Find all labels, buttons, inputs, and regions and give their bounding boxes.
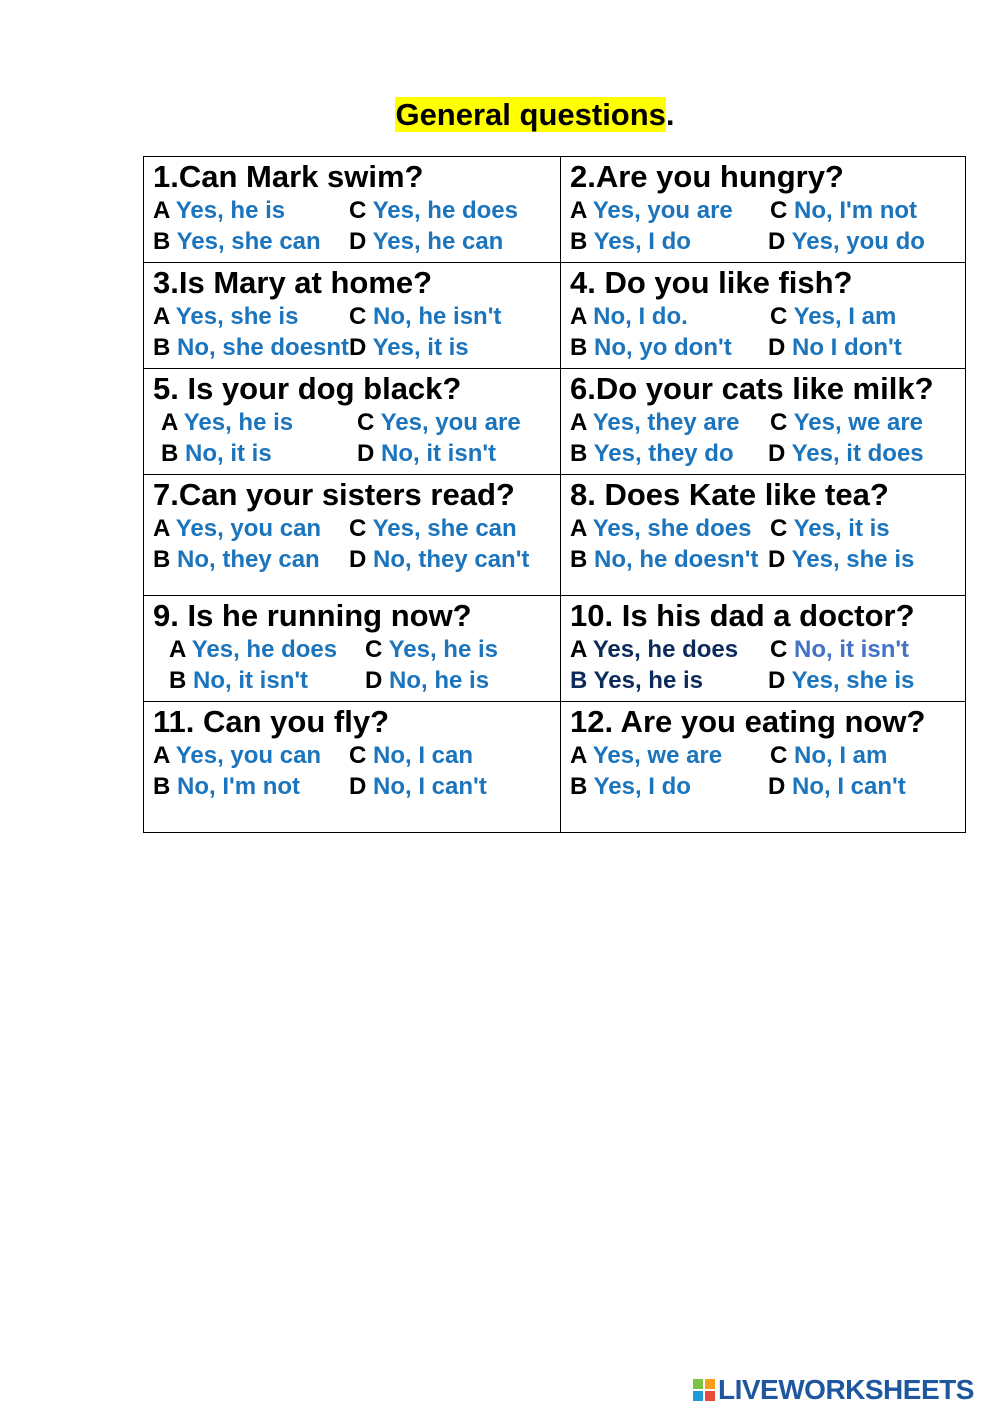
answer-option-a[interactable]: [570, 301, 688, 332]
option-letter: A: [169, 636, 186, 663]
option-letter: D: [365, 667, 383, 694]
answer-option-a[interactable]: [153, 301, 298, 332]
option-letter: D: [768, 667, 786, 694]
answer-line: [153, 771, 560, 802]
answer-option-b[interactable]: [161, 438, 272, 469]
answer-option-a[interactable]: [153, 513, 321, 544]
question-text: 9. Is he running now?: [153, 598, 472, 633]
answer-option-b[interactable]: [570, 226, 691, 257]
option-letter: A: [161, 409, 178, 436]
option-answer: No, he isn't: [373, 303, 502, 330]
answer-option-c[interactable]: [770, 634, 909, 665]
answer-option-b[interactable]: [153, 544, 320, 575]
option-letter: C: [349, 197, 367, 224]
answer-option-a[interactable]: [570, 634, 738, 665]
option-letter: C: [349, 742, 367, 769]
question-text: 5. Is your dog black?: [153, 371, 462, 406]
answer-option-d[interactable]: [349, 332, 469, 363]
answer-option-c[interactable]: [770, 740, 887, 771]
question-row: [144, 596, 966, 702]
option-answer: No, they can: [177, 546, 320, 573]
answer-line: [153, 740, 560, 771]
answer-line: [570, 513, 965, 544]
option-answer: No, it is: [185, 440, 272, 467]
answer-option-c[interactable]: [770, 301, 896, 332]
question-text: 3.Is Mary at home?: [153, 265, 433, 300]
answer-option-c[interactable]: [770, 407, 923, 438]
option-answer: Yes, it is: [372, 334, 469, 361]
answer-line: [570, 544, 965, 575]
option-letter: D: [768, 773, 786, 800]
answer-option-a[interactable]: [570, 195, 733, 226]
option-answer: Yes, they do: [593, 440, 734, 467]
option-answer: Yes, he is: [183, 409, 294, 436]
question-cell: [144, 263, 561, 369]
option-answer: Yes, we are: [793, 409, 924, 436]
answer-option-b[interactable]: [169, 665, 308, 696]
option-letter: D: [768, 546, 786, 573]
option-letter: C: [349, 303, 367, 330]
question-cell: [561, 263, 966, 369]
question-text: 10. Is his dad a doctor?: [570, 598, 915, 633]
option-letter: C: [349, 515, 367, 542]
answer-option-c[interactable]: [365, 634, 498, 665]
question-text: 4. Do you like fish?: [570, 265, 853, 300]
option-answer: Yes, he is: [388, 636, 498, 663]
answer-option-d[interactable]: [768, 665, 914, 696]
answer-option-c[interactable]: [349, 301, 501, 332]
answer-option-a[interactable]: [570, 513, 751, 544]
answer-option-c[interactable]: [770, 195, 917, 226]
liveworksheets-logo-icon: [692, 1378, 716, 1402]
question-cell: [144, 475, 561, 596]
answer-option-a[interactable]: [153, 195, 285, 226]
answer-line: [570, 407, 965, 438]
answer-line: [153, 544, 560, 575]
liveworksheets-logo: [692, 1374, 974, 1406]
question-text: 12. Are you eating now?: [570, 704, 926, 739]
option-letter: B: [161, 440, 179, 467]
answer-option-b[interactable]: [570, 438, 734, 469]
answer-option-d[interactable]: [349, 771, 487, 802]
option-answer: No I don't: [792, 334, 902, 361]
answer-line: [570, 195, 965, 226]
question-cell: [144, 369, 561, 475]
option-letter: A: [153, 515, 170, 542]
answer-option-b[interactable]: [153, 332, 349, 363]
answer-option-d[interactable]: [768, 226, 925, 257]
option-answer: Yes, you can: [175, 742, 322, 769]
answer-option-a[interactable]: [153, 740, 321, 771]
answer-line: [153, 665, 560, 696]
option-letter: C: [770, 636, 788, 663]
option-answer: Yes, I am: [793, 303, 897, 330]
option-letter: A: [153, 742, 170, 769]
question-cell: [144, 702, 561, 833]
option-letter: B: [570, 334, 588, 361]
option-letter: C: [770, 742, 788, 769]
option-answer: Yes, I do: [593, 228, 691, 255]
option-answer: Yes, you are: [380, 409, 521, 436]
option-answer: Yes, we are: [592, 742, 723, 769]
option-letter: B: [153, 773, 171, 800]
option-answer: Yes, he does: [372, 197, 518, 224]
option-letter: D: [768, 440, 786, 467]
answer-option-a[interactable]: [570, 740, 722, 771]
answer-option-a[interactable]: [161, 407, 293, 438]
option-letter: C: [365, 636, 383, 663]
option-letter: A: [153, 197, 170, 224]
answer-option-d[interactable]: [768, 544, 914, 575]
option-answer: No, it isn't: [193, 667, 309, 694]
option-letter: D: [349, 334, 367, 361]
option-letter: C: [770, 515, 788, 542]
answer-line: [153, 513, 560, 544]
answer-option-d[interactable]: [768, 438, 924, 469]
answer-line: [570, 301, 965, 332]
option-answer: No, I can't: [373, 773, 487, 800]
answer-line: [153, 301, 560, 332]
option-answer: No, I'm not: [794, 197, 918, 224]
option-letter: B: [570, 773, 588, 800]
option-answer: No, he doesn't: [594, 546, 759, 573]
option-answer: No, I do.: [593, 303, 688, 330]
option-answer: Yes, it does: [791, 440, 924, 467]
answer-line: [153, 332, 560, 363]
answer-line: [570, 665, 965, 696]
option-letter: D: [349, 228, 367, 255]
option-answer: Yes, he is: [593, 667, 703, 694]
question-text: 7.Can your sisters read?: [153, 477, 515, 512]
option-answer: Yes, she can: [372, 515, 517, 542]
option-answer: No, they can't: [373, 546, 530, 573]
title-highlight: General questions: [395, 97, 666, 132]
answer-option-d[interactable]: [768, 771, 906, 802]
answer-option-b[interactable]: [153, 771, 300, 802]
answer-line: [570, 226, 965, 257]
option-letter: B: [570, 440, 588, 467]
answer-option-c[interactable]: [349, 740, 473, 771]
question-text: 6.Do your cats like milk?: [570, 371, 934, 406]
page-title: [0, 95, 1000, 135]
option-answer: No, it isn't: [794, 636, 910, 663]
option-answer: Yes, she is: [175, 303, 299, 330]
option-answer: No, I'm not: [177, 773, 301, 800]
option-letter: D: [349, 546, 367, 573]
option-answer: Yes, they are: [592, 409, 740, 436]
option-letter: A: [570, 742, 587, 769]
answer-line: [153, 634, 560, 665]
answer-line: [153, 438, 560, 469]
option-letter: D: [768, 228, 786, 255]
option-answer: Yes, I do: [593, 773, 691, 800]
option-letter: B: [169, 667, 187, 694]
question-row: [144, 475, 966, 596]
answer-option-d[interactable]: [768, 332, 902, 363]
option-letter: B: [570, 667, 588, 694]
answer-option-b[interactable]: [570, 544, 758, 575]
answer-option-c[interactable]: [349, 195, 518, 226]
answer-option-c[interactable]: [357, 407, 521, 438]
question-text: 2.Are you hungry?: [570, 159, 844, 194]
answer-line: [570, 634, 965, 665]
question-row: [144, 157, 966, 263]
option-answer: No, he is: [389, 667, 490, 694]
answer-option-a[interactable]: [169, 634, 337, 665]
option-answer: Yes, you do: [791, 228, 925, 255]
logo-text: LIVEWORKSHEETS: [718, 1374, 974, 1405]
option-letter: A: [570, 409, 587, 436]
answer-option-d[interactable]: [365, 665, 489, 696]
answer-option-b[interactable]: [153, 226, 321, 257]
answer-option-d[interactable]: [357, 438, 496, 469]
option-letter: A: [570, 636, 587, 663]
answer-option-c[interactable]: [770, 513, 890, 544]
option-answer: Yes, she is: [791, 546, 915, 573]
option-answer: No, I am: [794, 742, 888, 769]
question-row: [144, 369, 966, 475]
option-letter: C: [770, 409, 788, 436]
option-letter: A: [570, 515, 587, 542]
answer-line: [153, 226, 560, 257]
answer-line: [153, 195, 560, 226]
option-letter: A: [153, 303, 170, 330]
answer-option-d[interactable]: [349, 544, 529, 575]
question-text: 1.Can Mark swim?: [153, 159, 424, 194]
option-letter: A: [570, 197, 587, 224]
question-cell: [561, 596, 966, 702]
question-cell: [144, 596, 561, 702]
option-answer: No, I can't: [792, 773, 906, 800]
question-row: [144, 702, 966, 833]
answer-line: [570, 438, 965, 469]
option-answer: Yes, she can: [176, 228, 321, 255]
option-letter: B: [153, 228, 171, 255]
answer-option-d[interactable]: [349, 226, 503, 257]
answer-option-b[interactable]: [570, 332, 732, 363]
option-answer: Yes, he can: [372, 228, 504, 255]
option-answer: No, she doesnt: [177, 334, 350, 361]
question-cell: [561, 157, 966, 263]
question-cell: [561, 369, 966, 475]
option-letter: B: [153, 546, 171, 573]
option-answer: Yes, he does: [592, 636, 739, 663]
option-answer: No, I can: [373, 742, 474, 769]
title-punctuation: .: [665, 97, 675, 132]
option-letter: D: [357, 440, 375, 467]
option-answer: Yes, it is: [793, 515, 890, 542]
questions-table: [143, 156, 966, 833]
question-text: 8. Does Kate like tea?: [570, 477, 889, 512]
question-cell: [144, 157, 561, 263]
option-answer: Yes, you can: [175, 515, 322, 542]
answer-option-c[interactable]: [349, 513, 517, 544]
option-letter: D: [768, 334, 786, 361]
option-letter: D: [349, 773, 367, 800]
option-letter: B: [570, 228, 588, 255]
question-text: 11. Can you fly?: [153, 704, 390, 739]
answer-line: [570, 332, 965, 363]
answer-option-a[interactable]: [570, 407, 739, 438]
question-row: [144, 263, 966, 369]
option-answer: Yes, he is: [175, 197, 286, 224]
option-letter: C: [357, 409, 375, 436]
option-answer: No, it isn't: [381, 440, 497, 467]
option-answer: Yes, she does: [592, 515, 752, 542]
option-letter: C: [770, 197, 788, 224]
option-answer: Yes, he does: [191, 636, 338, 663]
answer-option-b[interactable]: [570, 665, 703, 696]
option-letter: B: [570, 546, 588, 573]
option-answer: No, yo don't: [594, 334, 732, 361]
option-letter: A: [570, 303, 587, 330]
option-answer: Yes, you are: [592, 197, 733, 224]
answer-line: [153, 407, 560, 438]
option-letter: C: [770, 303, 788, 330]
question-cell: [561, 475, 966, 596]
option-letter: B: [153, 334, 171, 361]
answer-line: [570, 771, 965, 802]
answer-line: [570, 740, 965, 771]
answer-option-b[interactable]: [570, 771, 691, 802]
question-cell: [561, 702, 966, 833]
option-answer: Yes, she is: [791, 667, 915, 694]
